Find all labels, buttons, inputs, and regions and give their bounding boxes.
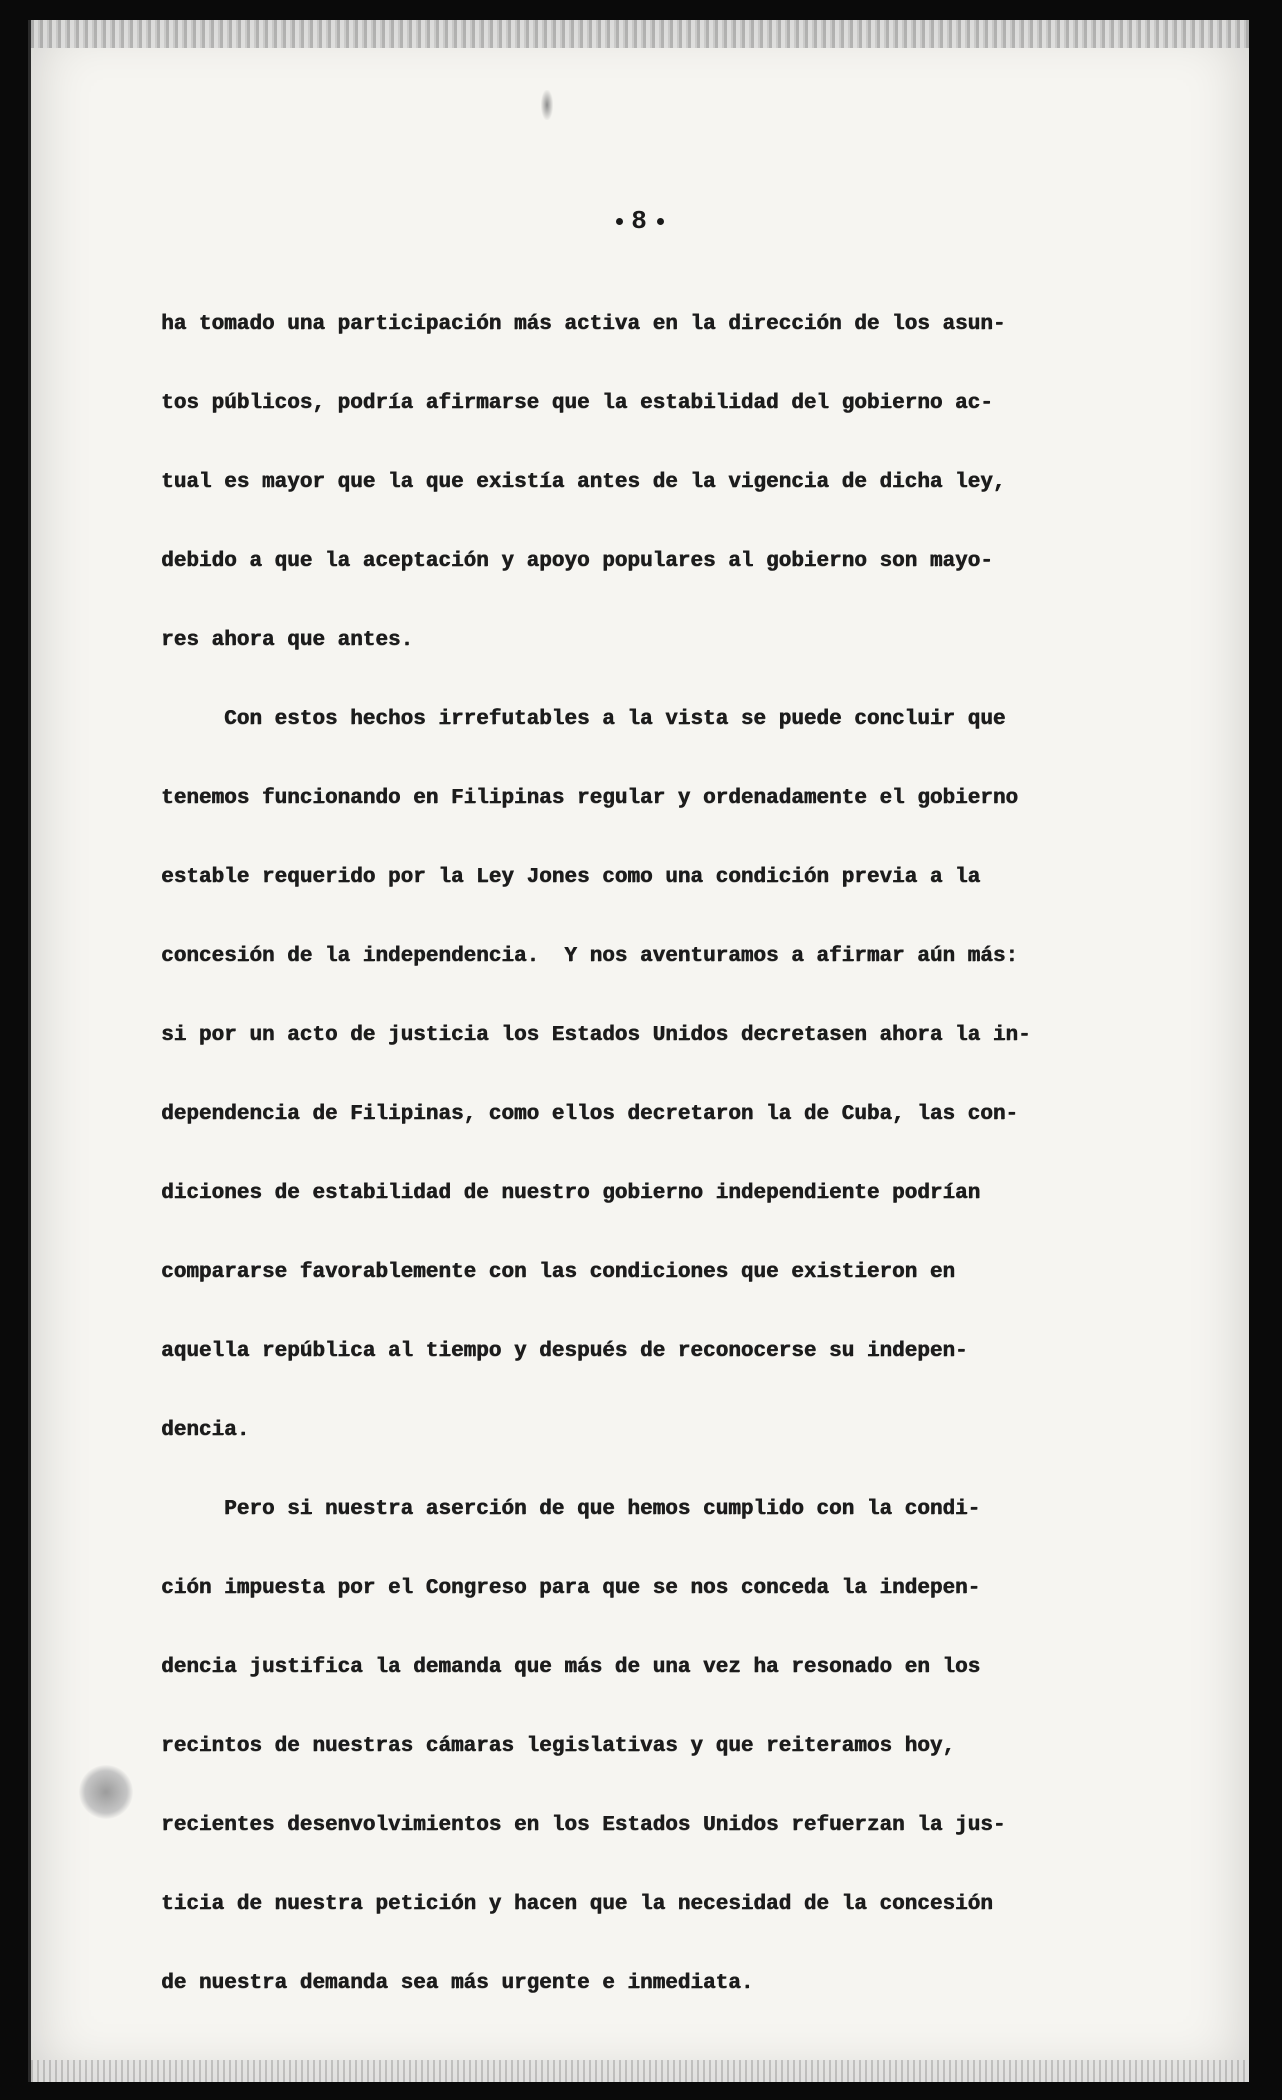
text-line: ticia de nuestra petición y hacen que la necesidad de la concesión [161, 1893, 993, 1916]
text-line: Pero si nuestra aserción de que hemos cumplido con la condi- [161, 1498, 981, 1521]
text-line: diciones de estabilidad de nuestro gobierno independiente podrían [161, 1182, 981, 1205]
paper-sheet [28, 20, 1249, 2082]
text-line: res ahora que antes. [161, 629, 414, 652]
text-line: aquella república al tiempo y después de reconocerse su indepen- [161, 1340, 968, 1363]
text-line: dependencia de Filipinas, como ellos decretaron la de Cuba, las con- [161, 1103, 1018, 1126]
sheet-top-edge [31, 20, 1249, 48]
sheet-bottom-edge [31, 2060, 1249, 2082]
text-line: recientes desenvolvimientos en los Estados Unidos refuerzan la jus- [161, 1814, 1006, 1837]
text-line: tenemos funcionando en Filipinas regular y ordenadamente el gobierno [161, 787, 1018, 810]
page-number [31, 206, 1249, 236]
text-line: de nuestra demanda sea más urgente e inmediata. [161, 1972, 754, 1995]
body-text [161, 285, 1221, 2023]
page-number-dot-right [657, 218, 664, 225]
text-line: ción impuesta por el Congreso para que se nos conceda la indepen- [161, 1577, 981, 1600]
text-line: concesión de la independencia. Y nos aventuramos a afirmar aún más: [161, 945, 1018, 968]
text-line: tos públicos, podría afirmarse que la estabilidad del gobierno ac- [161, 392, 993, 415]
text-line: si por un acto de justicia los Estados Unidos decretasen ahora la in- [161, 1024, 1031, 1047]
text-line: compararse favorablemente con las condiciones que existieron en [161, 1261, 955, 1284]
text-line: debido a que la aceptación y apoyo populares al gobierno son mayo- [161, 550, 993, 573]
text-line: recintos de nuestras cámaras legislativas y que reiteramos hoy, [161, 1735, 955, 1758]
text-line: ha tomado una participación más activa en la dirección de los asun- [161, 313, 1006, 336]
text-line: estable requerido por la Ley Jones como una condición previa a la [161, 866, 981, 889]
punch-hole-mark [79, 1765, 133, 1819]
text-line: dencia justifica la demanda que más de una vez ha resonado en los [161, 1656, 981, 1679]
text-line: tual es mayor que la que existía antes de la vigencia de dicha ley, [161, 471, 1006, 494]
text-line: dencia. [161, 1419, 250, 1442]
pin-hole-mark [541, 90, 553, 120]
page-number-dot-left [616, 218, 623, 225]
page-number-value: 8 [631, 206, 649, 236]
text-line: Con estos hechos irrefutables a la vista se puede concluir que [161, 708, 1006, 731]
